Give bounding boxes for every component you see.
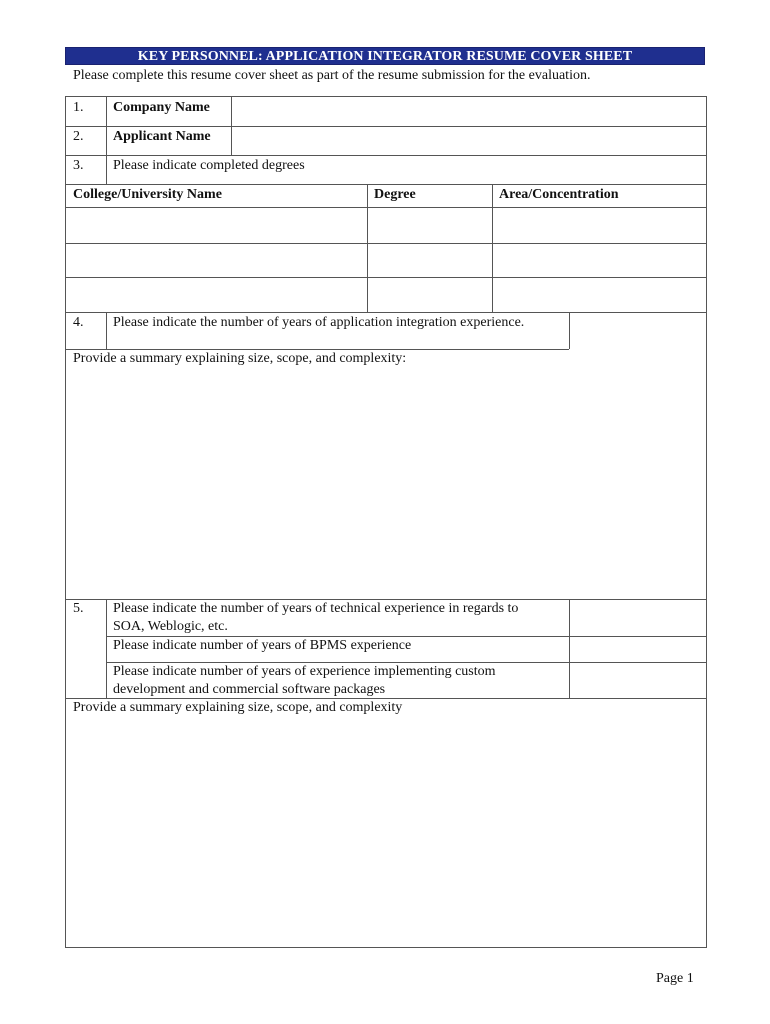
- area-cell[interactable]: [493, 208, 705, 243]
- column-header-college: College/University Name: [73, 187, 222, 202]
- column-header-degree: Degree: [374, 187, 416, 202]
- technical-summary-label: Provide a summary explaining size, scope, and complexity: [73, 700, 403, 715]
- company-name-field[interactable]: [232, 97, 706, 126]
- page-title: KEY PERSONNEL: APPLICATION INTEGRATOR RESUME COVER SHEET: [65, 47, 705, 65]
- row-number: 5.: [73, 601, 84, 616]
- college-name-cell[interactable]: [67, 244, 366, 277]
- degree-cell[interactable]: [368, 208, 491, 243]
- bpms-years-label: Please indicate number of years of BPMS experience: [113, 638, 412, 653]
- page-number: Page 1: [656, 971, 694, 986]
- college-name-cell[interactable]: [67, 208, 366, 243]
- company-name-label: Company Name: [113, 100, 210, 115]
- degree-cell[interactable]: [368, 278, 491, 312]
- custom-dev-years-label-line2: development and commercial software packages: [113, 682, 386, 697]
- column-divider: [106, 312, 107, 349]
- soa-years-label-line2: SOA, Weblogic, etc.: [113, 619, 228, 634]
- custom-dev-years-label-line1: Please indicate number of years of experience implementing custom: [113, 664, 496, 679]
- applicant-name-label: Applicant Name: [113, 129, 211, 144]
- column-divider: [106, 599, 107, 698]
- integration-summary-field[interactable]: [67, 371, 705, 597]
- soa-years-label-line1: Please indicate the number of years of technical experience in regards to: [113, 601, 519, 616]
- applicant-name-field[interactable]: [232, 126, 706, 155]
- degree-cell[interactable]: [368, 244, 491, 277]
- soa-years-field[interactable]: [570, 600, 706, 636]
- row-divider: [66, 184, 706, 185]
- integration-years-label: Please indicate the number of years of application integration experience.: [113, 315, 525, 330]
- cover-sheet-form: [65, 96, 707, 948]
- integration-years-field[interactable]: [570, 313, 706, 349]
- bpms-years-field[interactable]: [570, 637, 706, 662]
- row-number: 3.: [73, 158, 84, 173]
- column-header-area: Area/Concentration: [499, 187, 619, 202]
- technical-summary-field[interactable]: [67, 719, 705, 947]
- area-cell[interactable]: [493, 278, 705, 312]
- custom-dev-years-field[interactable]: [570, 663, 706, 698]
- row-number: 4.: [73, 315, 84, 330]
- intro-text: Please complete this resume cover sheet as part of the resume submission for the evaluation.: [73, 68, 591, 83]
- college-name-cell[interactable]: [67, 278, 366, 312]
- degrees-label: Please indicate completed degrees: [113, 158, 305, 173]
- area-cell[interactable]: [493, 244, 705, 277]
- row-number: 1.: [73, 100, 84, 115]
- column-divider: [106, 97, 107, 184]
- row-divider: [66, 155, 706, 156]
- integration-summary-label: Provide a summary explaining size, scope, and complexity:: [73, 351, 407, 366]
- row-number: 2.: [73, 129, 84, 144]
